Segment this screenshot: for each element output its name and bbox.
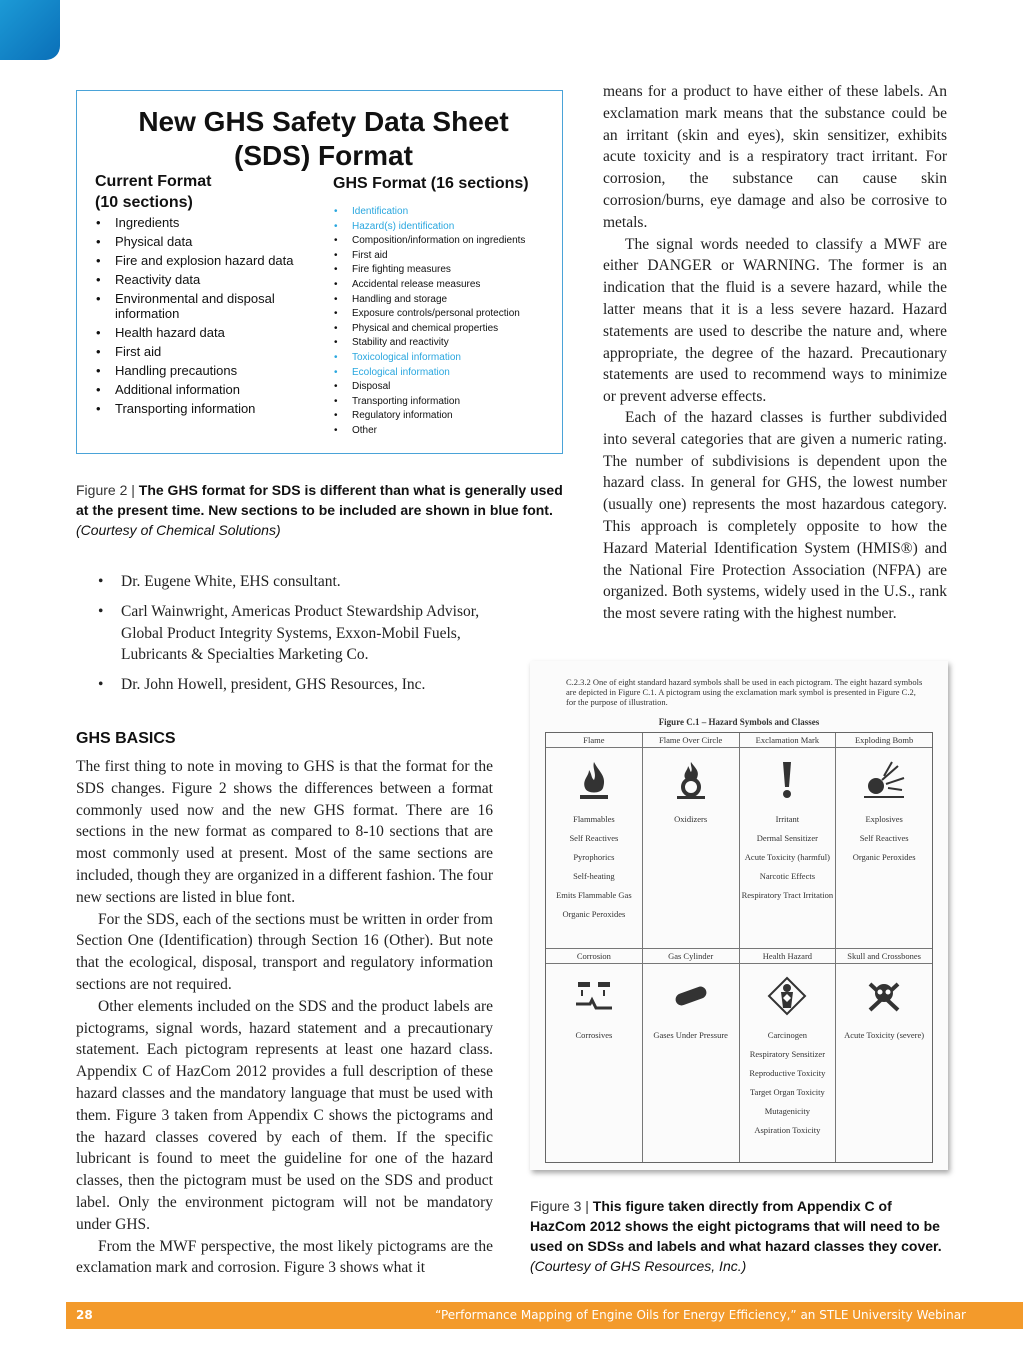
hazard-class: Narcotic Effects	[759, 871, 816, 881]
left-paragraph: From the MWF perspective, the most likely pictograms are the exclamation mark and corrosion. Figure 3 shows what it	[76, 1237, 493, 1277]
ghs-format-item: • Stability and reactivity	[333, 336, 563, 351]
figure3-caption: Figure 3 | This figure taken directly from Appendix C of HazCom 2012 shows the eight pictograms that will need to be used on SDSs and labels and what hazard classes they cover. (Courtesy of GHS Resources, Inc.)	[530, 1198, 942, 1274]
ghs-format-item: • Disposal	[333, 380, 563, 395]
page-footer	[66, 1302, 1023, 1329]
hazard-class: Mutagenicity	[764, 1106, 811, 1116]
ghs-basics-heading: GHS BASICS	[76, 730, 176, 747]
hazard-class: Pyrophorics	[573, 852, 615, 862]
sds-box-title: New GHS Safety Data Sheet (SDS) Format	[138, 106, 509, 171]
hazard-class-list	[836, 1028, 932, 1162]
hazard-class-list	[643, 1028, 739, 1162]
hazard-class: Aspiration Toxicity	[754, 1125, 821, 1135]
corrosion-icon	[546, 964, 642, 1028]
hazard-class-list	[740, 812, 836, 948]
ghs-format-list	[333, 205, 563, 439]
hazard-cell-heading: Flame	[546, 733, 642, 748]
hazard-grid	[545, 732, 933, 1163]
hazard-class-list	[546, 812, 642, 948]
left-paragraph: For the SDS, each of the sections must be written in order from Section One (Identification) through Section 16 (Other). But note that the ecological, disposal, transport and regulatory information sections are not required.	[76, 910, 493, 993]
current-format-item: • Physical data	[95, 234, 315, 249]
health-hazard-icon	[740, 964, 836, 1028]
current-format-item: • Additional information	[95, 382, 315, 397]
sds-comparison-box	[76, 90, 563, 454]
hazard-cell	[740, 733, 837, 948]
left-column-text	[76, 756, 493, 1279]
current-format-list	[95, 215, 315, 420]
hazard-class-list	[740, 1028, 836, 1162]
hazard-class: Explosives	[865, 814, 903, 824]
hazard-class: Gases Under Pressure	[653, 1030, 728, 1040]
ghs-format-item: • Physical and chemical properties	[333, 322, 563, 337]
ghs-format-item: • Fire fighting measures	[333, 263, 563, 278]
left-paragraph: Other elements included on the SDS and the product labels are pictograms, signal words, hazard statement and a precautionary statement. Each pictogram represents at least one hazard class. Appendix C of HazCom 2012 provides a full description of these hazard classes and the mandatory language that must be used with them. Figure 3 taken from Appendix C shows the pictograms and the hazard classes covered by each of them. If the specific lubricant is found to meet the guideline for one of the hazard classes, then the pictogram must be used on the SDS and product label. Only the environment pictogram will not be mandatory under GHS.	[76, 997, 493, 1233]
hazard-cell-heading: Flame Over Circle	[643, 733, 739, 748]
figure3-title: Figure C.1 – Hazard Symbols and Classes	[658, 717, 820, 727]
ghs-format-item: • Toxicological information	[333, 351, 563, 366]
ghs-format-heading: GHS Format (16 sections)	[333, 175, 529, 192]
right-paragraph: Each of the hazard classes is further subdivided into several categories that are given a numeric rating. The number of subdivisions is dependent upon the hazard class. In general for GHS, the lowest number (usually one) represents the most hazardous category. This approach is completely opposite to how the Hazard Material Identification System (HMIS®) and the National Fire Protection Association (NFPA) are organized. Both systems, widely used in the U.S., rank the most severe rating with the highest number.	[603, 409, 947, 623]
hazard-cell-heading: Exclamation Mark	[740, 733, 836, 748]
hazard-class-list	[643, 812, 739, 948]
figure3-intro: C.2.3.2 One of eight standard hazard symbols shall be used in each pictogram. The eight hazard symbols are depicted in Figure C.1. A pictogram using the exclamation mark symbol is presented in Figure C.2, for the purpose of illustration.	[566, 677, 923, 707]
current-format-item: • Ingredients	[95, 215, 315, 230]
right-column-text	[603, 81, 947, 408]
hazard-class: Respiratory Tract Irritation	[741, 890, 834, 900]
hazard-class: Corrosives	[575, 1030, 613, 1040]
hazard-cell-heading: Corrosion	[546, 949, 642, 964]
hazard-class: Carcinogen	[767, 1030, 807, 1040]
gas-cylinder-icon	[643, 964, 739, 1028]
current-format-item: • Handling precautions	[95, 363, 315, 378]
hazard-cell	[836, 949, 932, 1162]
hazard-class: Self Reactives	[569, 833, 619, 843]
hazard-class: Acute Toxicity (severe)	[844, 1030, 925, 1040]
hazard-class-list	[546, 1028, 642, 1162]
flame-over-circle-icon	[643, 748, 739, 812]
hazard-class: Irritant	[775, 814, 800, 824]
ghs-format-item: • Composition/information on ingredients	[333, 234, 563, 249]
hazard-class: Oxidizers	[674, 814, 708, 824]
hazard-class: Organic Peroxides	[852, 852, 916, 862]
exploding-bomb-icon	[836, 748, 932, 812]
ghs-format-item: • Regulatory information	[333, 409, 563, 424]
ghs-format-item: • Identification	[333, 205, 563, 220]
hazard-cell-heading: Exploding Bomb	[836, 733, 932, 748]
hazard-row	[546, 949, 932, 1162]
right-paragraph: The signal words needed to classify a MWF are either DANGER or WARNING. The former is an indication that the fluid is a severe hazard, while the latter means that it is a less severe hazard. Hazard statements are used to describe the nature and, where appropriate, the degree of the hazard. Precautionary statements are used to recommend ways to minimize or prevent adverse effects.	[603, 235, 947, 406]
current-format-item: • Transporting information	[95, 401, 315, 416]
hazard-cell-heading: Health Hazard	[740, 949, 836, 964]
hazard-class: Dermal Sensitizer	[756, 833, 818, 843]
right-column-text-wide	[530, 407, 947, 625]
ghs-format-item: • Hazard(s) identification	[333, 220, 563, 235]
hazard-cell	[546, 949, 643, 1162]
left-paragraph: The first thing to note in moving to GHS is that the format for the SDS changes. Figure 2 shows the differences between a format commonly used now and the new GHS format. There are 16 sections in the new format as compared to 8-10 sections that are most commonly used at present. Most of the same sections are included, though they are organized in a different fashion. The four new sections are listed in blue font.	[76, 758, 493, 906]
contributor-item: • Dr. John Howell, president, GHS Resources, Inc.	[98, 674, 498, 696]
hazard-cell	[643, 949, 740, 1162]
hazard-class: Organic Peroxides	[562, 909, 626, 919]
current-format-item: • Fire and explosion hazard data	[95, 253, 315, 268]
hazard-class: Flammables	[573, 814, 615, 824]
hazard-class-list	[836, 812, 932, 948]
hazard-cell	[643, 733, 740, 948]
hazard-cell	[546, 733, 643, 948]
hazard-class: Emits Flammable Gas	[556, 890, 632, 900]
current-format-item: • Environmental and disposal information	[95, 291, 315, 321]
ghs-format-item: • Transporting information	[333, 395, 563, 410]
ghs-format-item: • First aid	[333, 249, 563, 264]
current-format-item: • Health hazard data	[95, 325, 315, 340]
current-format-heading: Current Format (10 sections)	[95, 173, 212, 211]
hazard-class: Respiratory Sensitizer	[749, 1049, 826, 1059]
hazard-class: Self-heating	[573, 871, 615, 881]
ghs-format-item: • Other	[333, 424, 563, 439]
hazard-class: Self Reactives	[859, 833, 909, 843]
hazard-cell	[740, 949, 837, 1162]
contributor-item: • Dr. Eugene White, EHS consultant.	[98, 571, 498, 593]
footer-text: “Performance Mapping of Engine Oils for Energy Efficiency,” an STLE University Webinar	[435, 1308, 966, 1322]
figure2-caption: Figure 2 | The GHS format for SDS is different than what is generally used at the present time. New sections to be included are shown in blue font. (Courtesy of Chemical Solutions)	[76, 482, 563, 538]
contributor-item: • Carl Wainwright, Americas Product Stewardship Advisor, Global Product Integrity Systems, Exxon-Mobil Fuels, Lubricants & Specialties Marketing Co.	[98, 601, 498, 666]
page-number: 28	[76, 1308, 93, 1322]
current-format-item: • Reactivity data	[95, 272, 315, 287]
exclamation-mark-icon	[740, 748, 836, 812]
ghs-format-item: • Exposure controls/personal protection	[333, 307, 563, 322]
ghs-format-item: • Handling and storage	[333, 293, 563, 308]
ghs-format-item: • Ecological information	[333, 366, 563, 381]
skull-and-crossbones-icon	[836, 964, 932, 1028]
contributors-list	[98, 571, 498, 704]
corner-tab	[0, 0, 60, 60]
hazard-class: Target Organ Toxicity	[749, 1087, 825, 1097]
hazard-class: Reproductive Toxicity	[749, 1068, 826, 1078]
hazard-class: Acute Toxicity (harmful)	[744, 852, 830, 862]
flame-icon	[546, 748, 642, 812]
right-paragraph: means for a product to have either of these labels. An exclamation mark means that the substance could be an irritant (skin and eyes), skin sensitizer, exhibits acute toxicity and is a respiratory tract irritant. For corrosion, the substance can cause skin corrosion/burns, eye damage and also be corrosive to metals.	[603, 83, 947, 231]
hazard-cell	[836, 733, 932, 948]
hazard-row	[546, 733, 932, 949]
current-format-item: • First aid	[95, 344, 315, 359]
hazard-cell-heading: Gas Cylinder	[643, 949, 739, 964]
hazard-symbols-figure	[530, 661, 948, 1170]
hazard-cell-heading: Skull and Crossbones	[836, 949, 932, 964]
ghs-format-item: • Accidental release measures	[333, 278, 563, 293]
